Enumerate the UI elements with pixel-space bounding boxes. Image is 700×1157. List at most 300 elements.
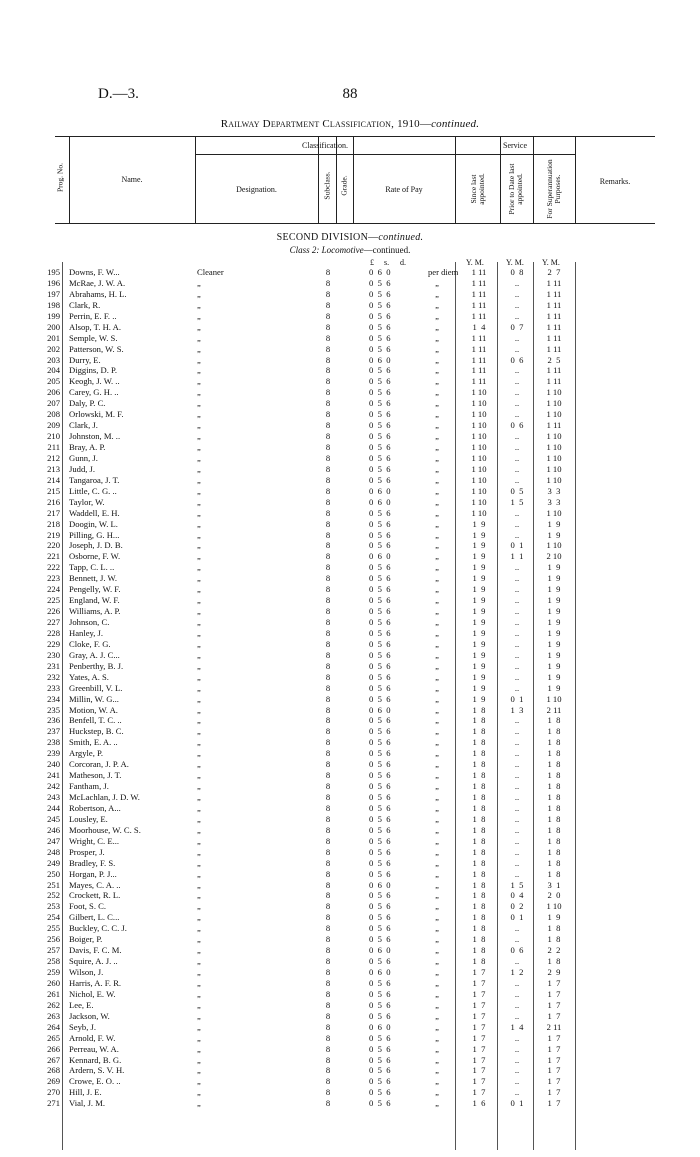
row-rate: 0 5 6 [369, 627, 391, 638]
row-rate-unit: „ [435, 693, 439, 704]
row-superannuation: 1 8 [547, 923, 561, 934]
row-name: Fantham, J. [69, 781, 109, 792]
row-since-last: 1 9 [472, 540, 486, 551]
row-prior-to-date: .. [514, 660, 520, 671]
row-rate-unit: „ [435, 409, 439, 420]
row-designation: „ [197, 551, 201, 562]
table-row [0, 486, 700, 497]
row-superannuation: 1 11 [546, 310, 562, 321]
row-rate-unit: „ [435, 1043, 439, 1054]
row-prog-no: 221 [47, 551, 60, 562]
row-rate-unit: „ [435, 332, 439, 343]
table-row [0, 956, 700, 967]
row-rate: 0 5 6 [369, 956, 391, 967]
row-subclass: 8 [325, 365, 331, 376]
row-subclass: 8 [325, 967, 331, 977]
row-rate-unit: „ [435, 726, 439, 737]
title-continued: continued. [431, 118, 480, 130]
table-row [0, 770, 700, 781]
row-prior-to-date: .. [514, 956, 520, 967]
row-name: Semple, W. S. [69, 332, 118, 343]
row-name: Nichol, E. W. [69, 988, 116, 999]
row-prior-to-date: 1 5 [510, 496, 524, 507]
row-subclass: 8 [325, 474, 331, 485]
row-prior-to-date: .. [514, 813, 520, 824]
row-since-last: 1 8 [472, 868, 486, 879]
row-since-last: 1 8 [472, 956, 486, 967]
row-superannuation: 1 10 [546, 387, 562, 398]
row-prog-no: 271 [47, 1098, 60, 1109]
row-prior-to-date: 1 2 [510, 967, 524, 977]
row-prior-to-date: .. [514, 277, 520, 288]
row-designation: „ [197, 693, 201, 704]
row-prior-to-date: .. [514, 999, 520, 1010]
row-rate-unit: „ [435, 606, 439, 617]
row-prior-to-date: .. [514, 409, 520, 420]
col-prior-to-date: Prior to Date last appointed. [507, 163, 524, 215]
row-name: Alsop, T. H. A. [69, 321, 121, 332]
row-prog-no: 252 [47, 890, 60, 901]
row-prior-to-date: .. [514, 1043, 520, 1054]
row-since-last: 1 8 [472, 901, 486, 912]
row-prior-to-date: .. [514, 518, 520, 529]
row-name: Ardern, S. V. H. [69, 1065, 125, 1076]
row-superannuation: 1 10 [546, 442, 562, 452]
row-rate: 0 5 6 [369, 365, 391, 376]
row-rate-unit: „ [435, 759, 439, 770]
row-prog-no: 200 [47, 321, 60, 332]
row-rate: 0 6 0 [369, 967, 391, 977]
row-prior-to-date: .. [514, 682, 520, 693]
row-name: Durry, E. [69, 354, 101, 365]
row-designation: „ [197, 310, 201, 321]
row-superannuation: 1 7 [547, 1065, 561, 1076]
table-row [0, 869, 700, 880]
row-name: Clark, R. [69, 299, 101, 310]
row-prog-no: 255 [47, 923, 60, 934]
row-rate: 0 6 0 [369, 1021, 391, 1032]
row-rate-unit: „ [435, 748, 439, 759]
row-prog-no: 226 [47, 606, 60, 617]
row-prog-no: 205 [47, 376, 60, 387]
row-subclass: 8 [325, 1021, 331, 1032]
row-rate: 0 5 6 [369, 934, 391, 945]
row-rate-unit: „ [435, 420, 439, 431]
row-name: Perrin, E. F. .. [69, 310, 117, 321]
row-rate-unit: „ [435, 573, 439, 584]
row-rate: 0 6 0 [369, 704, 391, 715]
row-rate-unit: „ [435, 846, 439, 857]
row-designation: „ [197, 988, 201, 999]
row-rate: 0 5 6 [369, 846, 391, 857]
row-since-last: 1 11 [471, 277, 487, 288]
row-rate: 0 5 6 [369, 420, 391, 431]
row-designation: „ [197, 562, 201, 573]
row-subclass: 8 [325, 420, 331, 431]
row-superannuation: 1 9 [547, 638, 561, 649]
row-rate: 0 5 6 [369, 573, 391, 584]
row-name: Judd, J. [69, 463, 96, 474]
page-title [0, 118, 700, 130]
row-name: Boiger, P. [69, 934, 103, 945]
row-prog-no: 235 [47, 704, 60, 715]
row-name: Yates, A. S. [69, 671, 109, 682]
row-since-last: 1 8 [472, 781, 486, 792]
row-superannuation: 1 11 [546, 343, 562, 354]
row-rate: 0 5 6 [369, 387, 391, 398]
row-since-last: 1 7 [472, 1065, 486, 1076]
row-since-last: 1 9 [472, 671, 486, 682]
row-superannuation: 1 11 [546, 321, 562, 332]
row-rate-unit: „ [435, 310, 439, 321]
row-rate: 0 5 6 [369, 737, 391, 748]
row-since-last: 1 8 [472, 890, 486, 901]
row-name: Keogh, J. W. .. [69, 376, 120, 387]
row-prog-no: 197 [47, 288, 60, 299]
row-since-last: 1 9 [472, 551, 486, 562]
row-superannuation: 1 10 [546, 507, 562, 518]
row-prog-no: 267 [47, 1054, 60, 1065]
row-superannuation: 1 8 [547, 737, 561, 748]
table-row [0, 278, 700, 289]
row-subclass: 8 [325, 901, 331, 912]
row-since-last: 1 11 [471, 299, 487, 310]
row-since-last: 1 7 [472, 1010, 486, 1021]
row-name: Doogin, W. L. [69, 518, 118, 529]
row-prior-to-date: .. [514, 846, 520, 857]
row-prior-to-date: .. [514, 1076, 520, 1087]
row-rate-unit: „ [435, 1076, 439, 1087]
row-rate-unit: „ [435, 376, 439, 387]
row-superannuation: 1 10 [546, 693, 562, 704]
row-superannuation: 1 11 [546, 365, 562, 376]
row-subclass: 8 [325, 584, 331, 595]
row-name: Moorhouse, W. C. S. [69, 824, 141, 835]
table-row [0, 880, 700, 891]
row-rate-unit: „ [435, 781, 439, 792]
row-since-last: 1 10 [471, 485, 487, 496]
table-row [0, 322, 700, 333]
page-number: 88 [342, 86, 358, 102]
row-since-last: 1 7 [472, 1043, 486, 1054]
row-since-last: 1 7 [472, 967, 486, 977]
row-name: Osborne, F. W. [69, 551, 121, 562]
row-since-last: 1 8 [472, 835, 486, 846]
row-superannuation: 1 7 [547, 1076, 561, 1087]
row-name: Lee, E. [69, 999, 94, 1010]
row-name: Huckstep, B. C. [69, 726, 124, 737]
row-prog-no: 214 [47, 474, 60, 485]
row-prior-to-date: .. [514, 332, 520, 343]
row-since-last: 1 7 [472, 977, 486, 988]
row-superannuation: 1 8 [547, 770, 561, 781]
row-since-last: 1 10 [471, 431, 487, 442]
row-name: McRae, J. W. A. [69, 277, 126, 288]
table-row [0, 387, 700, 398]
row-since-last: 1 8 [472, 912, 486, 923]
row-subclass: 8 [325, 627, 331, 638]
row-prior-to-date: .. [514, 452, 520, 463]
row-name: Clark, J. [69, 420, 98, 431]
row-rate: 0 5 6 [369, 518, 391, 529]
row-rate: 0 5 6 [369, 890, 391, 901]
row-prog-no: 213 [47, 463, 60, 474]
row-subclass: 8 [325, 649, 331, 660]
unit-service-3: Y. M. [542, 258, 560, 267]
row-rate: 0 5 6 [369, 857, 391, 868]
row-since-last: 1 9 [472, 660, 486, 671]
row-superannuation: 1 9 [547, 627, 561, 638]
row-subclass: 8 [325, 343, 331, 354]
row-superannuation: 1 8 [547, 846, 561, 857]
row-name: Penberthy, B. J. [69, 660, 124, 671]
row-superannuation: 1 8 [547, 759, 561, 770]
row-superannuation: 1 8 [547, 835, 561, 846]
row-designation: „ [197, 737, 201, 748]
row-prog-no: 204 [47, 365, 60, 376]
row-designation: „ [197, 420, 201, 431]
row-prog-no: 259 [47, 967, 60, 977]
table-row [0, 792, 700, 803]
row-subclass: 8 [325, 824, 331, 835]
row-name: Tapp, C. L. .. [69, 562, 115, 573]
row-subclass: 8 [325, 759, 331, 770]
row-subclass: 8 [325, 704, 331, 715]
row-name: Orlowski, M. F. [69, 409, 124, 420]
row-prior-to-date: .. [514, 365, 520, 376]
row-rate: 0 5 6 [369, 912, 391, 923]
row-rate: 0 5 6 [369, 901, 391, 912]
unit-pence: d. [400, 258, 406, 267]
row-prior-to-date: .. [514, 671, 520, 682]
row-superannuation: 3 3 [547, 496, 561, 507]
col-superannuation: For Superannuation Purposes. [545, 159, 562, 219]
row-rate-unit: „ [435, 1065, 439, 1076]
division-label: SECOND DIVISION— [276, 232, 379, 243]
table-row [0, 858, 700, 869]
row-subclass: 8 [325, 792, 331, 802]
table-row [0, 267, 700, 278]
row-superannuation: 1 11 [546, 332, 562, 343]
row-designation: „ [197, 485, 201, 496]
row-prior-to-date: .. [514, 442, 520, 452]
row-prog-no: 222 [47, 562, 60, 573]
row-designation: „ [197, 354, 201, 365]
table-row [0, 409, 700, 420]
row-superannuation: 2 7 [547, 267, 561, 277]
row-prior-to-date: .. [514, 606, 520, 617]
row-name: Johnson, C. [69, 617, 110, 627]
col-name: Name. [121, 175, 143, 184]
row-designation: „ [197, 529, 201, 540]
row-designation: „ [197, 606, 201, 617]
row-subclass: 8 [325, 1065, 331, 1076]
table-row [0, 1000, 700, 1011]
row-subclass: 8 [325, 573, 331, 584]
row-designation: „ [197, 901, 201, 912]
row-subclass: 8 [325, 868, 331, 879]
row-rate: 0 5 6 [369, 1054, 391, 1065]
row-prior-to-date: .. [514, 934, 520, 945]
row-rate: 0 5 6 [369, 1065, 391, 1076]
row-rate: 0 5 6 [369, 868, 391, 879]
row-rate-unit: „ [435, 945, 439, 956]
row-superannuation: 1 7 [547, 999, 561, 1010]
row-designation: „ [197, 682, 201, 693]
row-prog-no: 269 [47, 1076, 60, 1087]
row-rate: 0 5 6 [369, 1043, 391, 1054]
row-designation: „ [197, 595, 201, 606]
row-rate: 0 5 6 [369, 442, 391, 452]
row-superannuation: 1 9 [547, 562, 561, 573]
row-prior-to-date: 0 2 [510, 901, 524, 912]
row-prior-to-date: .. [514, 431, 520, 442]
row-prior-to-date: .. [514, 759, 520, 770]
col-since-last: Since last appointed. [469, 173, 486, 205]
row-prog-no: 238 [47, 737, 60, 748]
row-subclass: 8 [325, 1076, 331, 1087]
row-prog-no: 208 [47, 409, 60, 420]
class-label: Class 2: Locomotive [289, 245, 364, 255]
row-prior-to-date: .. [514, 529, 520, 540]
row-since-last: 1 9 [472, 617, 486, 627]
row-superannuation: 2 11 [546, 704, 562, 715]
row-prog-no: 266 [47, 1043, 60, 1054]
row-prior-to-date: .. [514, 824, 520, 835]
row-since-last: 1 8 [472, 759, 486, 770]
row-designation: „ [197, 715, 201, 726]
row-rate-unit: „ [435, 988, 439, 999]
row-subclass: 8 [325, 857, 331, 868]
row-rate-unit: „ [435, 299, 439, 310]
row-name: Corcoran, J. P. A. [69, 759, 129, 770]
row-subclass: 8 [325, 934, 331, 945]
row-prog-no: 237 [47, 726, 60, 737]
table-row [0, 344, 700, 355]
row-prog-no: 265 [47, 1032, 60, 1043]
row-rate-unit: „ [435, 638, 439, 649]
row-superannuation: 1 11 [546, 277, 562, 288]
row-designation: „ [197, 463, 201, 474]
row-prog-no: 216 [47, 496, 60, 507]
row-prior-to-date: .. [514, 1054, 520, 1065]
row-superannuation: 1 8 [547, 813, 561, 824]
row-since-last: 1 9 [472, 682, 486, 693]
row-designation: „ [197, 704, 201, 715]
row-subclass: 8 [325, 332, 331, 343]
row-since-last: 1 10 [471, 474, 487, 485]
row-since-last: 1 9 [472, 518, 486, 529]
row-rate-unit: „ [435, 835, 439, 846]
row-designation: „ [197, 770, 201, 781]
table-row [0, 355, 700, 366]
row-prior-to-date: .. [514, 387, 520, 398]
row-rate: 0 5 6 [369, 715, 391, 726]
row-prior-to-date: .. [514, 977, 520, 988]
row-since-last: 1 10 [471, 398, 487, 409]
row-since-last: 1 8 [472, 879, 486, 890]
row-rate-unit: „ [435, 584, 439, 595]
table-row [0, 311, 700, 322]
row-rate-unit: „ [435, 442, 439, 452]
col-remarks: Remarks. [599, 177, 631, 186]
row-designation: „ [197, 387, 201, 398]
row-subclass: 8 [325, 956, 331, 967]
row-rate-unit: „ [435, 671, 439, 682]
row-superannuation: 1 10 [546, 431, 562, 442]
row-rate-unit: „ [435, 792, 439, 802]
row-name: Robertson, A... [69, 802, 121, 813]
row-superannuation: 1 8 [547, 956, 561, 967]
document-reference: D.—3. [98, 86, 139, 102]
row-since-last: 1 7 [472, 1076, 486, 1087]
row-since-last: 1 7 [472, 988, 486, 999]
row-since-last: 1 9 [472, 562, 486, 573]
row-subclass: 8 [325, 387, 331, 398]
table-row [0, 333, 700, 344]
row-designation: „ [197, 1098, 201, 1109]
row-superannuation: 1 9 [547, 529, 561, 540]
table-row [0, 923, 700, 934]
table-row [0, 530, 700, 541]
row-subclass: 8 [325, 638, 331, 649]
row-name: Joseph, J. D. B. [69, 540, 123, 551]
row-rate: 0 5 6 [369, 802, 391, 813]
row-prog-no: 225 [47, 595, 60, 606]
table-row [0, 442, 700, 453]
unit-service-1: Y. M. [466, 258, 484, 267]
row-rate-unit: „ [435, 463, 439, 474]
row-prog-no: 210 [47, 431, 60, 442]
row-superannuation: 1 7 [547, 1098, 561, 1109]
row-since-last: 1 9 [472, 693, 486, 704]
row-superannuation: 2 2 [547, 945, 561, 956]
row-designation: „ [197, 671, 201, 682]
row-prog-no: 236 [47, 715, 60, 726]
row-subclass: 8 [325, 1043, 331, 1054]
row-prior-to-date: 0 1 [510, 1098, 524, 1109]
row-since-last: 1 7 [472, 1021, 486, 1032]
row-name: Hill, J. E. [69, 1087, 102, 1098]
row-superannuation: 1 11 [546, 299, 562, 310]
row-superannuation: 2 0 [547, 890, 561, 901]
row-rate-unit: „ [435, 737, 439, 748]
row-rate: 0 5 6 [369, 999, 391, 1010]
row-since-last: 1 11 [471, 376, 487, 387]
row-rate: 0 5 6 [369, 792, 391, 802]
row-superannuation: 1 10 [546, 901, 562, 912]
row-designation: „ [197, 617, 201, 627]
row-rate: 0 6 0 [369, 551, 391, 562]
row-prog-no: 230 [47, 649, 60, 660]
row-prog-no: 246 [47, 824, 60, 835]
row-rate: 0 5 6 [369, 529, 391, 540]
unit-shillings: s. [384, 258, 390, 267]
row-subclass: 8 [325, 267, 331, 277]
row-subclass: 8 [325, 485, 331, 496]
table-row [0, 1076, 700, 1087]
row-name: Waddell, E. H. [69, 507, 120, 518]
table-row [0, 694, 700, 705]
unit-service-2: Y. M. [506, 258, 524, 267]
row-subclass: 8 [325, 518, 331, 529]
row-prior-to-date: .. [514, 923, 520, 934]
row-since-last: 1 9 [472, 649, 486, 660]
row-superannuation: 1 8 [547, 726, 561, 737]
table-row [0, 661, 700, 672]
row-superannuation: 1 10 [546, 463, 562, 474]
row-prog-no: 253 [47, 901, 60, 912]
